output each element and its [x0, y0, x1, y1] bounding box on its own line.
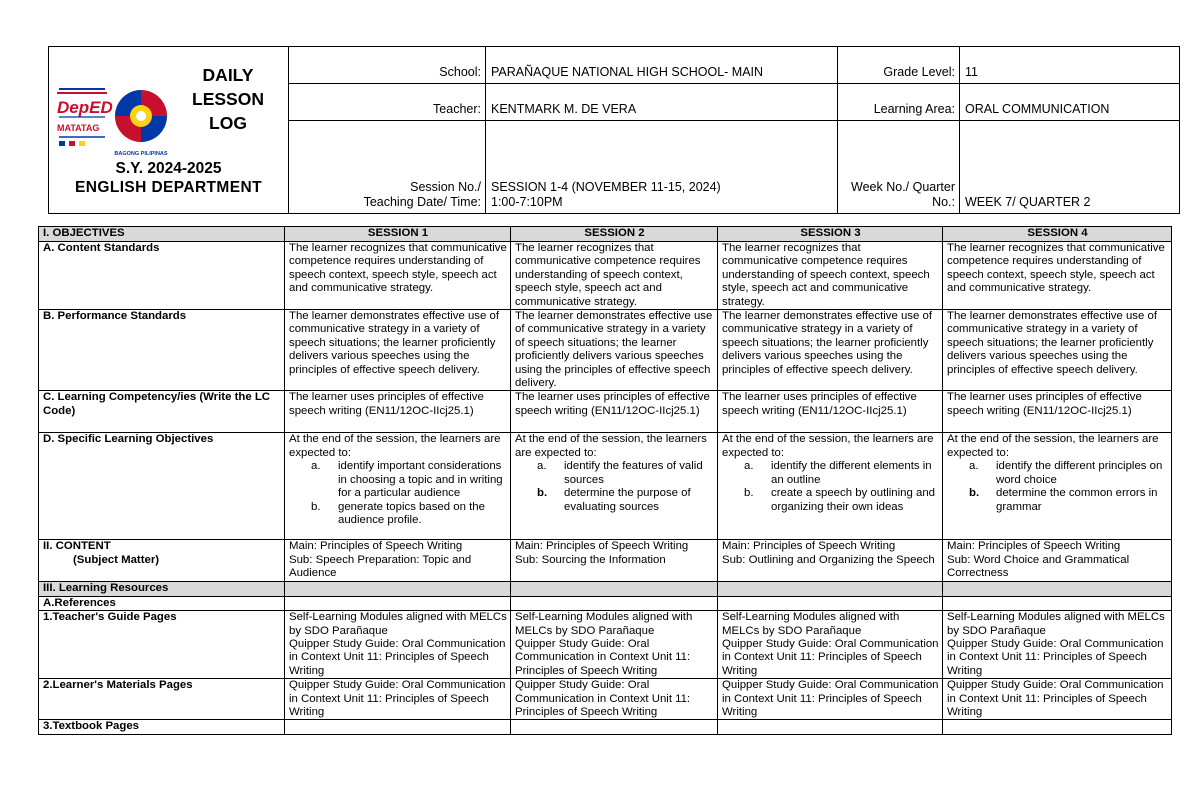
empty-cell [285, 581, 511, 596]
objectives-list [722, 460, 939, 514]
grade-level-label: Grade Level: [838, 47, 960, 84]
reference-line: Quipper Study Guide: Oral Communication in Context Unit 11: Principles of Speech Writing [722, 637, 939, 677]
performance-standards-label: B. Performance Standards [39, 310, 285, 391]
session-4-heading: SESSION 4 [943, 227, 1172, 242]
branding-cell [49, 47, 289, 214]
reference-line: Quipper Study Guide: Oral Communication in Context Unit 11: Principles of Speech Writing [947, 637, 1164, 677]
svg-text:MATATAG: MATATAG [57, 123, 100, 133]
empty-cell [511, 720, 718, 735]
week-label [838, 121, 960, 214]
empty-cell [943, 581, 1172, 596]
list-item [289, 501, 507, 528]
performance-standards-cell: The learner demonstrates effective use of communicative strategy in a variety of speech situations; the learner proficiently delivers various speeches using the principles of effective speech delivery. [718, 310, 943, 391]
list-text: identify the different principles on word choice [996, 460, 1163, 486]
reference-line: Self-Learning Modules aligned with MELCs by SDO Parañaque [515, 611, 693, 637]
learners-materials-cell: Quipper Study Guide: Oral Communication in Context Unit 11: Principles of Speech Writing [718, 679, 943, 720]
specific-objectives-cell [718, 433, 943, 540]
empty-cell [718, 581, 943, 596]
objectives-list [947, 460, 1168, 514]
list-text: create a speech by outlining and organizing their own ideas [771, 487, 936, 513]
list-marker: b. [537, 487, 548, 500]
content-cell [285, 540, 511, 581]
performance-standards-cell: The learner demonstrates effective use of communicative strategy in a variety of speech situations; the learner proficiently delivers various speeches using the principles of effective speech delivery. [285, 310, 511, 391]
specific-objectives-cell [285, 433, 511, 540]
table-row [39, 720, 1172, 735]
list-text: determine the common errors in grammar [996, 487, 1158, 513]
competencies-cell: The learner uses principles of effective speech writing (EN11/12OC-IIcj25.1) [718, 391, 943, 433]
list-marker: a. [744, 460, 754, 473]
list-marker: b. [311, 500, 321, 513]
school-label: School: [289, 47, 486, 84]
session-label-line: Teaching Date/ Time: [363, 195, 481, 209]
reference-line: Quipper Study Guide: Oral Communication in Context Unit 11: Principles of Speech Writing [289, 637, 506, 677]
table-row [39, 596, 1172, 610]
reference-line: Quipper Study Guide: Oral Communication in Context Unit 11: Principles of Speech Writing [515, 637, 691, 677]
objectives-list [515, 460, 714, 514]
session-label [289, 121, 486, 214]
competencies-cell: The learner uses principles of effective speech writing (EN11/12OC-IIcj25.1) [943, 391, 1172, 433]
session-label-line: Session No./ [410, 180, 481, 194]
content-cell [718, 540, 943, 581]
content-sub: Sub: Word Choice and Grammatical Correctness [947, 553, 1130, 580]
table-row [39, 227, 1172, 242]
session-value-line: SESSION 1-4 (NOVEMBER 11-15, 2024) [491, 180, 721, 194]
learning-area-label: Learning Area: [838, 84, 960, 121]
empty-cell [285, 720, 511, 735]
week-label-line: No.: [932, 195, 955, 209]
list-marker: a. [537, 460, 547, 473]
school-value: PARAÑAQUE NATIONAL HIGH SCHOOL- MAIN [486, 47, 838, 84]
table-row [39, 611, 1172, 679]
learning-resources-label: III. Learning Resources [39, 581, 285, 596]
list-text: identify the different elements in an outline [771, 460, 932, 486]
list-item [515, 487, 714, 514]
svg-text:DepED: DepED [57, 98, 113, 117]
empty-cell [718, 720, 943, 735]
dll-title [173, 63, 283, 135]
performance-standards-cell: The learner demonstrates effective use of communicative strategy in a variety of speech situations; the learner proficiently delivers various speeches using the principles of effective speech delivery. [511, 310, 718, 391]
competencies-label: C. Learning Competency/ies (Write the LC Code) [39, 391, 285, 433]
lesson-log-table [38, 226, 1172, 735]
specific-objectives-cell [511, 433, 718, 540]
week-label-line: Week No./ Quarter [851, 180, 955, 194]
teachers-guide-cell [511, 611, 718, 679]
performance-standards-cell: The learner demonstrates effective use of communicative strategy in a variety of speech situations; the learner proficiently delivers various speeches using the principles of effective speech delivery. [943, 310, 1172, 391]
teachers-guide-label: 1.Teacher's Guide Pages [39, 611, 285, 679]
content-standards-cell: The learner recognizes that communicative competence requires understanding of speech context, speech style, speech act and communicative strategy. [943, 242, 1172, 310]
table-row [39, 679, 1172, 720]
svg-text:BAGONG PILIPINAS: BAGONG PILIPINAS [114, 151, 168, 157]
list-item [722, 487, 939, 514]
empty-cell [285, 596, 511, 610]
session-value [486, 121, 838, 214]
content-standards-cell: The learner recognizes that communicative competence requires understanding of speech context, speech style, speech act and communicative strategy. [511, 242, 718, 310]
learners-materials-label: 2.Learner's Materials Pages [39, 679, 285, 720]
content-main: Main: Principles of Speech Writing [722, 540, 896, 553]
content-label [39, 540, 285, 581]
specific-objectives-label: D. Specific Learning Objectives [39, 433, 285, 540]
bagong-pilipinas-logo [114, 90, 168, 157]
list-item [947, 460, 1168, 487]
session-1-heading: SESSION 1 [285, 227, 511, 242]
table-row [39, 433, 1172, 540]
objectives-intro: At the end of the session, the learners are expected to: [722, 433, 934, 459]
list-marker: b. [969, 487, 980, 500]
reference-line: Self-Learning Modules aligned with MELCs by SDO Parañaque [947, 611, 1165, 637]
list-item [947, 487, 1168, 514]
list-text: identify the features of valid sources [564, 460, 703, 486]
learners-materials-cell: Quipper Study Guide: Oral Communication in Context Unit 11: Principles of Speech Writing [285, 679, 511, 720]
content-standards-cell: The learner recognizes that communicative competence requires understanding of speech context, speech style, speech act and communicative strategy. [285, 242, 511, 310]
objectives-heading: I. OBJECTIVES [39, 227, 285, 242]
session-3-heading: SESSION 3 [718, 227, 943, 242]
deped-logo [57, 89, 113, 146]
school-year-block [49, 159, 288, 197]
content-sub: Sub: Sourcing the Information [515, 553, 666, 566]
content-standards-cell: The learner recognizes that communicative competence requires understanding of speech context, speech style, speech act and communicative strategy. [718, 242, 943, 310]
competencies-cell: The learner uses principles of effective speech writing (EN11/12OC-IIcj25.1) [285, 391, 511, 433]
content-label-sub: (Subject Matter) [73, 553, 160, 566]
list-marker: a. [969, 460, 979, 473]
title-line: DAILY [202, 65, 254, 85]
learners-materials-cell: Quipper Study Guide: Oral Communication in Context Unit 11: Principles of Speech Writing [511, 679, 718, 720]
empty-cell [511, 596, 718, 610]
department: ENGLISH DEPARTMENT [75, 179, 262, 196]
list-marker: a. [311, 460, 321, 473]
grade-level-value: 11 [960, 47, 1180, 84]
content-cell [511, 540, 718, 581]
title-line: LOG [209, 113, 247, 133]
reference-line: Self-Learning Modules aligned with MELCs by SDO Parañaque [289, 611, 507, 637]
objectives-intro: At the end of the session, the learners are expected to: [515, 433, 707, 459]
objectives-intro: At the end of the session, the learners are expected to: [947, 433, 1159, 459]
content-main: Main: Principles of Speech Writing [947, 540, 1121, 553]
content-main: Main: Principles of Speech Writing [289, 540, 463, 553]
teachers-guide-cell [718, 611, 943, 679]
teachers-guide-cell [943, 611, 1172, 679]
empty-cell [943, 720, 1172, 735]
list-text: identify important considerations in choosing a topic and in writing for a particular audience [338, 460, 503, 500]
content-sub: Sub: Outlining and Organizing the Speech [722, 553, 935, 566]
content-sub: Sub: Speech Preparation: Topic and Audience [289, 553, 472, 580]
references-label: A.References [39, 596, 285, 610]
reference-line: Self-Learning Modules aligned with MELCs by SDO Parañaque [722, 611, 900, 637]
table-row [39, 540, 1172, 581]
content-standards-label: A. Content Standards [39, 242, 285, 310]
session-2-heading: SESSION 2 [511, 227, 718, 242]
teachers-guide-cell [285, 611, 511, 679]
table-row [39, 242, 1172, 310]
session-value-line: 1:00-7:10PM [491, 195, 563, 209]
content-cell [943, 540, 1172, 581]
title-line: LESSON [192, 89, 264, 109]
objectives-list [289, 460, 507, 527]
learning-area-value: ORAL COMMUNICATION [960, 84, 1180, 121]
list-text: determine the purpose of evaluating sources [564, 487, 691, 513]
teacher-label: Teacher: [289, 84, 486, 121]
list-text: generate topics based on the audience profile. [338, 500, 485, 526]
specific-objectives-cell [943, 433, 1172, 540]
week-value: WEEK 7/ QUARTER 2 [960, 121, 1180, 214]
table-row [39, 310, 1172, 391]
list-item [289, 460, 507, 500]
table-row [39, 391, 1172, 433]
content-label-main: II. CONTENT [43, 540, 111, 553]
school-year: S.Y. 2024-2025 [115, 160, 222, 177]
list-item [515, 460, 714, 487]
content-main: Main: Principles of Speech Writing [515, 540, 689, 553]
empty-cell [943, 596, 1172, 610]
learners-materials-cell: Quipper Study Guide: Oral Communication in Context Unit 11: Principles of Speech Writing [943, 679, 1172, 720]
list-item [722, 460, 939, 487]
objectives-intro: At the end of the session, the learners are expected to: [289, 433, 501, 459]
list-marker: b. [744, 487, 754, 500]
empty-cell [511, 581, 718, 596]
header-table [48, 46, 1180, 214]
textbook-label: 3.Textbook Pages [39, 720, 285, 735]
teacher-value: KENTMARK M. DE VERA [486, 84, 838, 121]
empty-cell [718, 596, 943, 610]
competencies-cell: The learner uses principles of effective speech writing (EN11/12OC-IIcj25.1) [511, 391, 718, 433]
table-row [39, 581, 1172, 596]
deped-logos [55, 71, 175, 161]
